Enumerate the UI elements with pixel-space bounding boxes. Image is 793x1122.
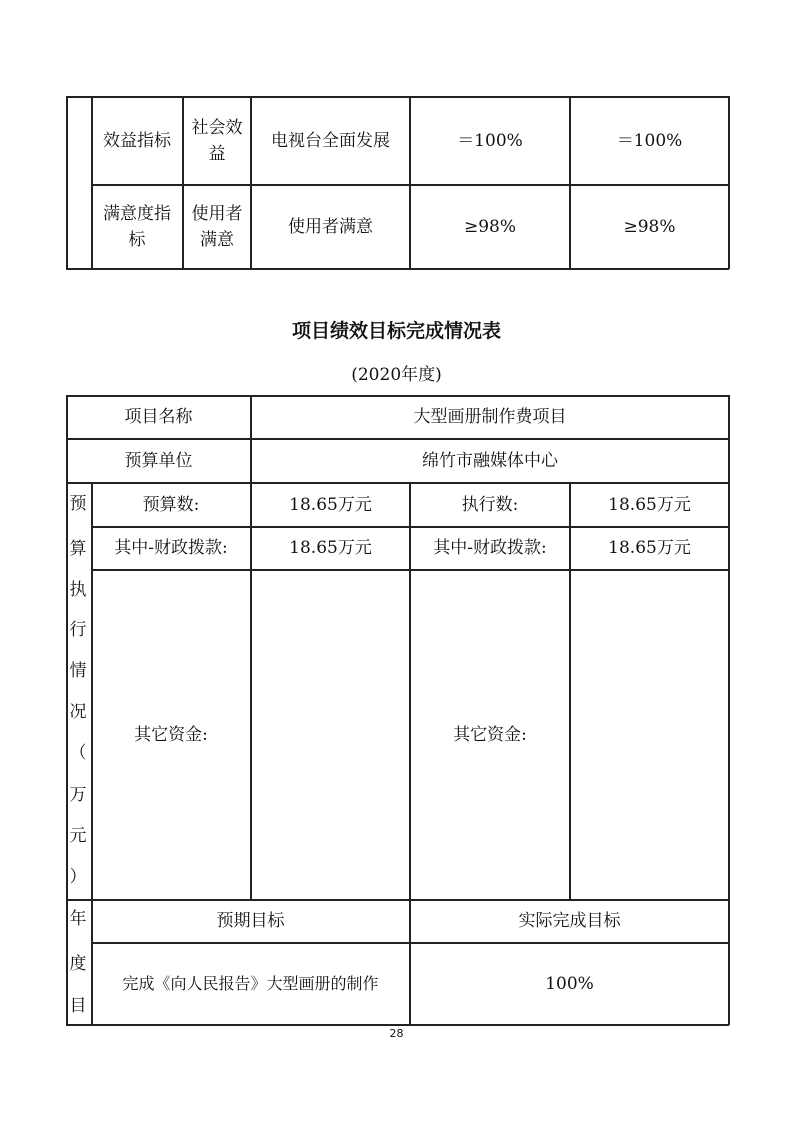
fiscal-value: 18.65万元 [289, 538, 372, 558]
side-label-char: ） [69, 867, 87, 887]
indicator-cell: 效益指标 [103, 130, 171, 151]
table-row [92, 97, 182, 184]
budget-value: 18.65万元 [289, 494, 372, 515]
side-label-char: 算 [69, 539, 87, 559]
side-label-char: （ [69, 743, 87, 763]
side-label-char: 目 [69, 996, 87, 1016]
other-funds-value [571, 571, 728, 899]
side-label-char: 度 [69, 954, 87, 974]
item-cell: 使用者满意 [288, 217, 373, 237]
side-label-char: 执 [69, 580, 87, 600]
project-name-value: 大型画册制作费项目 [413, 407, 567, 427]
exec-label: 执行数: [461, 494, 519, 515]
table-border [66, 1024, 729, 1026]
actual-goal-value: 100% [545, 974, 594, 994]
page-number: 28 [389, 1027, 404, 1040]
side-label-char: 元 [69, 826, 87, 846]
actual-goal-header: 实际完成目标 [518, 911, 621, 931]
target-cell: ≥98% [463, 217, 517, 237]
other-funds-label: 其它资金: [134, 725, 208, 745]
table-border [66, 268, 729, 270]
sub-indicator-cell: 社会效益 [191, 117, 243, 164]
actual-cell: ≥98% [623, 217, 676, 237]
page-title: 项目绩效目标完成情况表 [291, 320, 501, 342]
fiscal-label: 其中-财政拨款: [433, 538, 547, 558]
expected-goal-header: 预期目标 [216, 911, 285, 931]
side-label-char: 行 [69, 620, 87, 640]
page-subtitle: (2020年度) [351, 365, 442, 385]
item-cell: 电视台全面发展 [271, 130, 390, 151]
indicator-cell: 满意度指标 [103, 204, 171, 250]
sub-indicator-cell: 使用者满意 [191, 204, 243, 250]
table-border [728, 96, 730, 269]
side-label-char: 情 [69, 661, 87, 681]
exec-value: 18.65万元 [608, 494, 691, 515]
actual-cell: ＝100% [616, 130, 683, 151]
side-label-char: 万 [69, 785, 87, 805]
budget-label: 预算数: [142, 494, 200, 515]
project-name-label: 项目名称 [124, 407, 193, 427]
side-label-char: 预 [69, 494, 87, 514]
target-cell: ＝100% [457, 130, 523, 151]
side-label-char: 年 [69, 909, 87, 929]
expected-goal-value: 完成《向人民报告》大型画册的制作 [122, 974, 379, 993]
other-funds-value [252, 571, 409, 899]
table-border [66, 96, 68, 269]
side-label-char: 况 [69, 702, 87, 722]
budget-unit-label: 预算单位 [124, 451, 193, 471]
fiscal-value: 18.65万元 [608, 538, 691, 558]
other-funds-label: 其它资金: [453, 725, 527, 745]
budget-unit-value: 绵竹市融媒体中心 [422, 451, 558, 471]
table-border [728, 395, 730, 1025]
fiscal-label: 其中-财政拨款: [114, 538, 228, 558]
